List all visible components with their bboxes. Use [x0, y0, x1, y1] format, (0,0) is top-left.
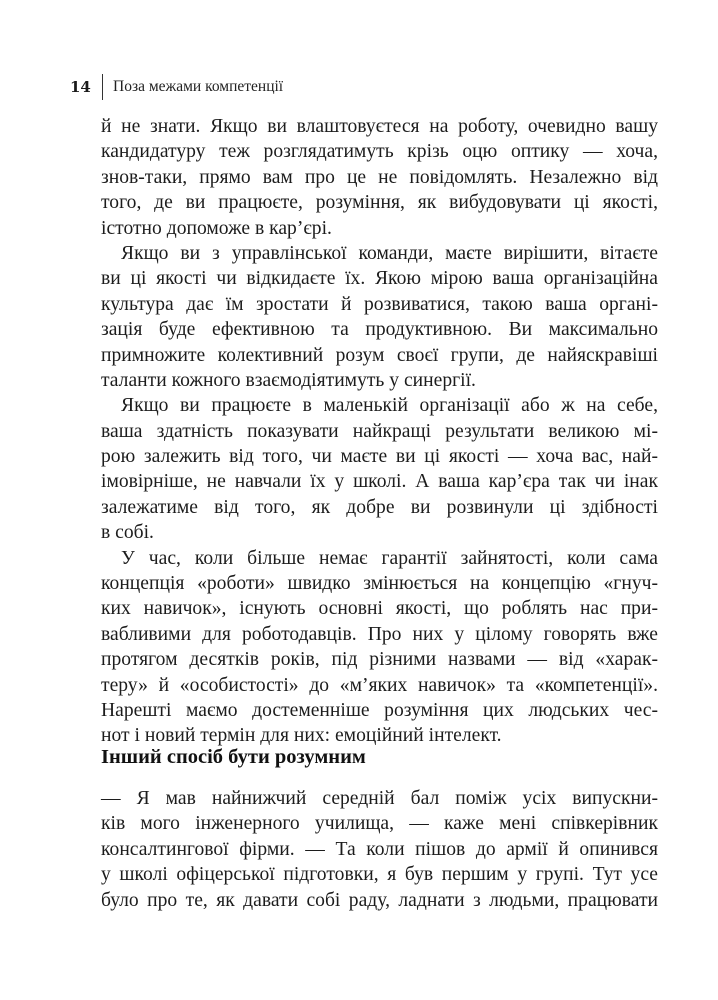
text-line: істотно допоможе в кар’єрі.	[101, 217, 332, 239]
body-text-section-2	[101, 786, 658, 913]
text-line: було про те, як давати собі раду, ладнати з людьми, працювати	[101, 889, 658, 911]
text-line: теру» й «особистості» до «м’яких навичок» та «компетенції».	[101, 674, 658, 696]
text-line: нот і новий термін для них: емоційний інтелект.	[101, 725, 502, 747]
text-line: Якщо ви працюєте в маленькій організації або ж на себе,	[121, 395, 658, 417]
body-text-section-1	[101, 114, 658, 749]
text-line: таланти кожного взаємодіятимуть у синергії.	[101, 369, 476, 391]
text-line: протягом десятків років, під різними назвами — від «харак-	[101, 649, 658, 671]
text-line: залежатиме від того, як добре ви розвинули ці здібності	[101, 496, 658, 518]
text-line: вабливими для роботодавців. Про них у цілому говорять вже	[101, 623, 658, 645]
text-line: культура дає їм зростати й розвиватися, такою ваша органі-	[101, 293, 658, 315]
text-line: знов-таки, прямо вам про це не повідомлять. Незалежно від	[101, 166, 658, 188]
text-line: ків мого інженерного училища, — каже мені співкерівник	[101, 813, 658, 835]
text-line: — Я мав найнижчий середній бал поміж усіх випускни-	[101, 788, 658, 809]
section-heading: Інший спосіб бути розумним	[101, 746, 366, 768]
text-line: концепція «роботи» швидко змінюється на концепцію «гнуч-	[101, 573, 658, 595]
page-number: 14	[70, 78, 91, 96]
text-line: консалтингової фірми. — Та коли пішов до армії й опинився	[101, 838, 658, 860]
text-line: імовірніше, не навчали їх у школі. А ваша кар’єра так чи інак	[101, 471, 658, 493]
text-line: й не знати. Якщо ви влаштовуєтеся на роботу, очевидно вашу	[101, 116, 658, 137]
running-head	[70, 74, 283, 100]
text-line: У час, коли більше немає гарантії зайнятості, коли сама	[121, 547, 658, 569]
text-line: кандидатуру теж розглядатимуть крізь оцю оптику — хоча,	[101, 141, 658, 163]
text-line: зація буде ефективною та продуктивною. Ви максимально	[101, 319, 658, 341]
text-line: Нарешті маємо достеменніше розуміння цих людських чес-	[101, 699, 658, 721]
running-title: Поза межами компетенції	[113, 78, 284, 95]
text-line: у школі офіцерської підготовки, я був першим у групі. Тут усе	[101, 864, 658, 886]
header-divider	[102, 74, 103, 100]
text-line: ких навичок», існують основні якості, що роблять нас при-	[101, 598, 658, 620]
text-line: Якщо ви з управлінської команди, маєте вирішити, вітаєте	[121, 242, 658, 264]
text-line: в собі.	[101, 522, 154, 544]
text-line: того, де ви працюєте, розуміння, як вибудовувати ці якості,	[101, 192, 658, 214]
text-line: примножите колективний розум своєї групи, де найяскравіші	[101, 344, 658, 366]
text-line: ваша здатність показувати найкращі результати великою мі-	[101, 420, 658, 442]
text-line: рою залежить від того, чи маєте ви ці якості — хоча вас, най-	[101, 446, 658, 468]
text-line: ви ці якості чи відкидаєте їх. Якою мірою ваша організаційна	[101, 268, 658, 290]
